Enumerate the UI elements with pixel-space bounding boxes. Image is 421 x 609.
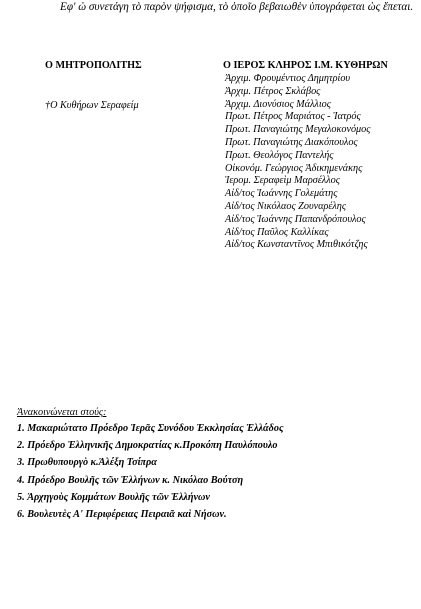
clergy-member: Ἀρχιμ. Πέτρος Σκλάβος (225, 85, 321, 97)
clergy-member: Πρωτ. Πέτρος Μαριάτος - Ἰατρός (225, 111, 361, 123)
notify-item: 5. Ἀρχηγοὺς Κομμάτων Βουλῆς τῶν Ἑλλήνων (17, 491, 210, 503)
notify-list (17, 420, 284, 523)
clergy-member: Πρωτ. Παναγιώτης Διακόπουλος (225, 136, 358, 148)
clergy-member: Πρωτ. Θεολόγος Παντελής (225, 149, 334, 161)
notify-item: 2. Πρόεδρο Ἑλληνικῆς Δημοκρατίας κ.Προκόπη Παυλόπουλο (17, 440, 278, 452)
clergy-list (225, 73, 370, 252)
clergy-member: Ἱερομ. Σεραφεὶμ Μαρσέλλος (225, 175, 340, 187)
clergy-member: Οἰκονόμ. Γεώργιος Ἀδικημενάκης (225, 162, 363, 174)
clergy-member: Ἀρχιμ. Φρουμέντιος Δημητρίου (225, 73, 351, 84)
clergy-member: Αἰδ/τος Κωνσταντῖνος Μπιθικότζης (225, 239, 368, 251)
notify-title: Ἀνακοινώνεται στούς: (17, 407, 107, 418)
clergy-member: Πρωτ. Παναγιώτης Μεγαλοκονόμος (225, 124, 371, 136)
notify-item: 6. Βουλευτὲς Α' Περιφέρειας Πειραιᾶ καὶ Νήσων. (17, 508, 227, 520)
notify-item: 1. Μακαριώτατο Πρόεδρο Ἱερᾶς Συνόδου Ἐκκλησίας Ἑλλάδος (17, 423, 284, 434)
clergy-member: Αἰδ/τος Παῦλος Καλλίκας (225, 226, 329, 238)
metropolitan-signature: †Ο Κυθήρων Σεραφείμ (45, 100, 139, 111)
notify-item: 4. Πρόεδρο Βουλῆς τῶν Ἑλλήνων κ. Νικόλαο Βούτση (17, 474, 244, 486)
clergy-member: Αἰδ/τος Ἰωάννης Παπανδρόπουλος (225, 213, 366, 225)
notify-item: 3. Πρωθυπουργὸ κ.Ἀλέξη Τσίπρα (17, 457, 157, 469)
clergy-header: Ο ΙΕΡΟΣ ΚΛΗΡΟΣ Ι.Μ. ΚΥΘΗΡΩΝ (223, 60, 388, 71)
clergy-member: Αἰδ/τος Νικόλαος Ζουναρέλης (225, 200, 346, 212)
clergy-member: Ἀρχιμ. Διονύσιος Μάλλιος (225, 98, 331, 110)
intro-text: Εφ' ὡ συνετάγη τὸ παρὸν ψήφισμα, τὸ ὁποῖο βεβαιωθὲν ὑπογράφεται ὡς ἕπεται. (60, 1, 414, 13)
clergy-member: Αἰδ/τος Ἰωάννης Γολεμάτης (225, 188, 338, 200)
metropolitan-header: Ο ΜΗΤΡΟΠΟΛΙΤΗΣ (45, 60, 142, 71)
